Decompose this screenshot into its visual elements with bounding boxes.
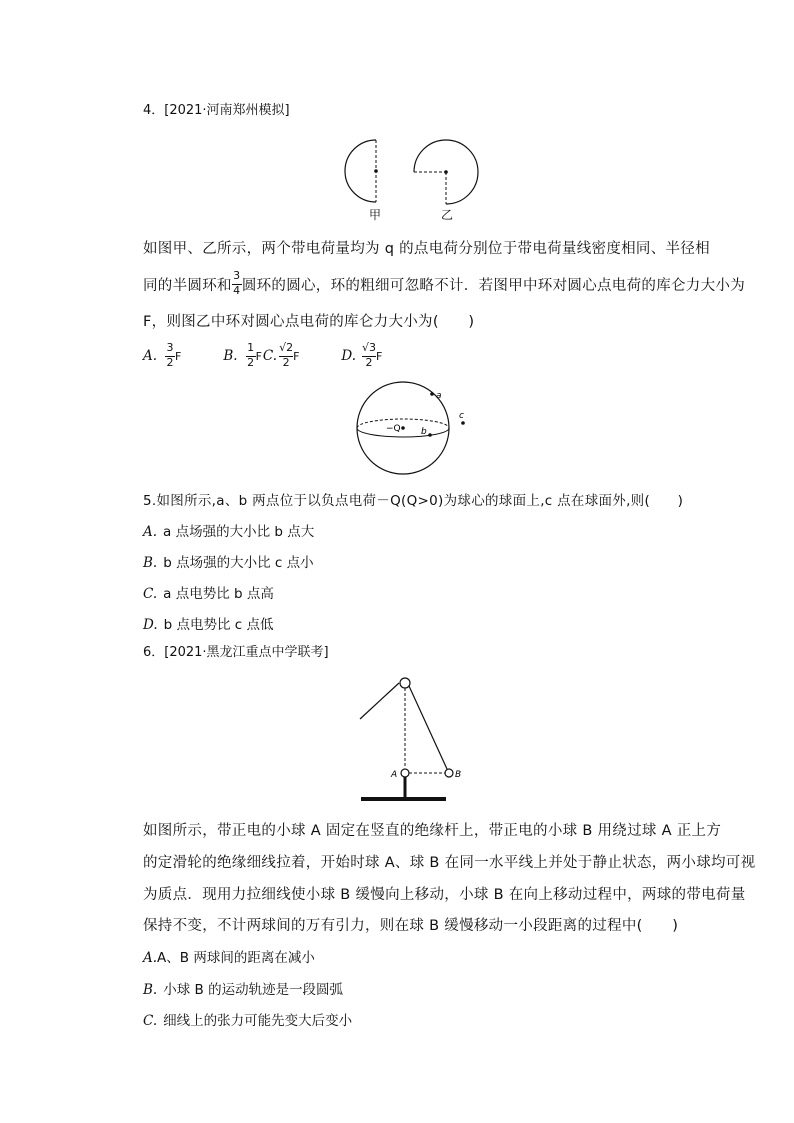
option-b-fraction — [246, 342, 256, 370]
option-c-den: 2 — [282, 356, 290, 369]
option-b-num: 1 — [247, 341, 255, 354]
option-d-unit: F — [376, 349, 383, 363]
ball-a — [401, 769, 409, 777]
fraction-three-quarters — [232, 270, 242, 298]
q5-option-c-text: a 点电势比 b 点高 — [163, 586, 274, 602]
q5-option-b-text: b 点场强的大小比 c 点小 — [163, 555, 314, 571]
q4-options — [143, 340, 382, 372]
q6-option-c-text: 细线上的张力可能先变大后变小 — [163, 1013, 353, 1029]
option-d-num: √3 — [362, 341, 377, 354]
q6-stem-line3: 为质点．现用力拉细线使小球 B 缓慢向上移动，小球 B 在向上移动过程中，两球的带电荷量 — [143, 887, 746, 903]
label-a: a — [436, 391, 442, 401]
option-a-unit: F — [175, 349, 182, 363]
label-A: A — [391, 770, 398, 780]
q5-stem: 5.如图所示,a、b 两点位于以负点电荷－Q(Q>0)为球心的球面上,c 点在球面外,则( ) — [143, 493, 684, 509]
q6-stem-line2: 的定滑轮的绝缘细线拉着，开始时球 A、球 B 在同一水平线上并处于静止状态，两小球均可视 — [143, 855, 756, 871]
option-c-unit: F — [293, 349, 300, 363]
point-a — [430, 392, 434, 396]
q5-option-d — [143, 613, 274, 633]
label-B: B — [455, 770, 462, 780]
q6-option-b-label: B. — [143, 982, 158, 998]
q6-option-a — [143, 946, 315, 966]
q5-option-d-label: D. — [143, 617, 158, 633]
ball-b — [445, 769, 453, 777]
q5-option-a-text: a 点场强的大小比 b 点大 — [163, 524, 315, 540]
option-b-label: B. — [223, 348, 238, 364]
fraction-numerator: 3 — [233, 269, 241, 282]
q5-option-d-text: b 点电势比 c 点低 — [163, 617, 274, 633]
label-charge: −Q — [386, 424, 401, 434]
point-charge-jia — [374, 169, 378, 173]
q5-option-b-label: B. — [143, 555, 158, 571]
q5-option-b — [143, 551, 314, 571]
option-c-label: C. — [262, 348, 278, 364]
q5-option-a-label: A. — [143, 524, 158, 540]
half-ring-shape — [345, 140, 376, 202]
q6-stem-line1: 如图所示，带正电的小球 A 固定在竖直的绝缘杆上，带正电的小球 B 用绕过球 A 正上方 — [143, 823, 722, 839]
base-stand — [361, 797, 446, 801]
pull-string — [360, 683, 399, 719]
q6-pulley-figure — [355, 674, 475, 806]
label-jia: 甲 — [369, 208, 382, 222]
option-b-den: 2 — [247, 356, 255, 369]
option-c-num: √2 — [279, 341, 294, 354]
q4-header: 4．[2021·河南郑州模拟] — [143, 103, 290, 118]
q6-stem-line4: 保持不变，不计两球间的万有引力，则在球 B 缓慢移动一小段距离的过程中( ) — [143, 918, 679, 934]
q5-option-a — [143, 520, 314, 540]
q6-option-b — [143, 978, 343, 998]
option-d-fraction — [362, 342, 376, 370]
q6-header: 6．[2021·黑龙江重点中学联考] — [143, 645, 329, 660]
q4-stem-line2-b: 圆环的圆心，环的粗细可忽略不计．若图甲中环对圆心点电荷的库仑力大小为 — [241, 277, 746, 294]
q6-option-b-text: 小球 B 的运动轨迹是一段圆弧 — [163, 982, 344, 998]
pulley-wheel — [400, 678, 410, 688]
q6-option-a-label: A. — [143, 950, 158, 966]
label-c: c — [459, 411, 464, 421]
option-a-den: 2 — [166, 356, 174, 369]
option-d-den: 2 — [365, 356, 373, 369]
point-charge-yi — [444, 170, 448, 174]
option-d-label: D. — [341, 348, 357, 364]
option-a-label: A. — [143, 348, 158, 364]
q4-stem-line2 — [143, 268, 745, 300]
option-a-num: 3 — [166, 341, 174, 354]
option-b-unit: F — [255, 349, 262, 363]
q6-option-a-text: A、B 两球间的距离在减小 — [157, 950, 315, 966]
q5-option-c-label: C. — [143, 586, 158, 602]
q6-option-c-label: C. — [143, 1013, 158, 1029]
q4-stem-line3: F，则图乙中环对圆心点电荷的库仑力大小为( ) — [143, 314, 475, 330]
label-yi: 乙 — [441, 208, 454, 222]
q5-sphere-figure — [346, 378, 476, 478]
option-a-fraction — [165, 342, 175, 370]
point-c — [461, 421, 465, 425]
q6-option-c — [143, 1009, 352, 1029]
q4-stem-line1: 如图甲、乙所示，两个带电荷量均为 q 的点电荷分别位于带电荷量线密度相同、半径相 — [143, 241, 710, 257]
q4-figure — [336, 132, 486, 224]
string-to-ball-b — [409, 686, 447, 769]
q4-stem-line2-a: 同的半圆环和 — [143, 277, 232, 294]
point-b — [428, 433, 432, 437]
label-b: b — [421, 427, 427, 437]
center-charge-point — [401, 426, 405, 430]
fraction-denominator: 4 — [233, 284, 241, 297]
option-c-fraction — [279, 342, 293, 370]
q5-option-c — [143, 582, 274, 602]
